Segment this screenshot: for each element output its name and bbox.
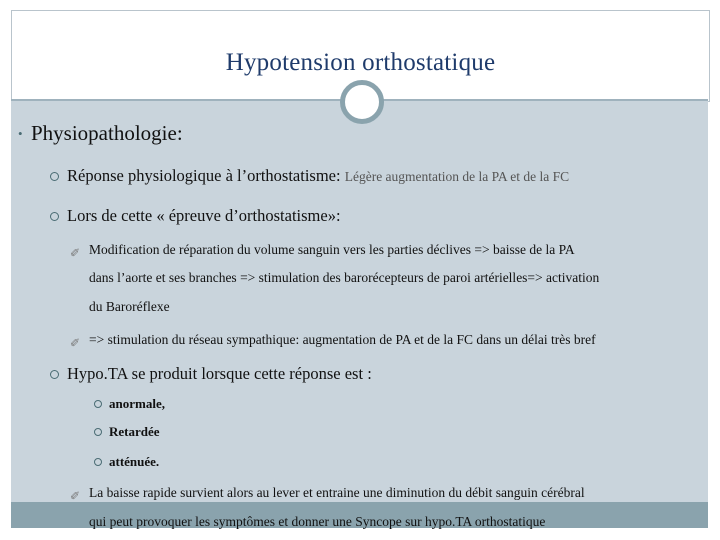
- item-label: Réponse physiologique à l’orthostatisme:: [67, 166, 341, 185]
- subitem-line: dans l’aorte et ses branches => stimulation des barorécepteurs de paroi artérielles=> activation: [89, 270, 600, 285]
- ring-icon: [50, 172, 59, 181]
- subsubitem: atténuée.: [109, 454, 160, 469]
- subsubitem: Retardée: [109, 424, 160, 439]
- quill-icon: ✐: [70, 336, 81, 350]
- list-item: [67, 166, 569, 186]
- subitem-line: du Baroréflexe: [89, 299, 170, 314]
- note-line: La baisse rapide survient alors au lever et entraine une diminution du débit sanguin cérébral: [89, 485, 585, 500]
- subsubitem: anormale,: [109, 396, 165, 411]
- ring-icon: [50, 370, 59, 379]
- subitem-line: => stimulation du réseau sympathique: augmentation de PA et de la FC dans un délai très bref: [89, 332, 596, 347]
- quill-icon: ✐: [70, 489, 81, 503]
- ring-icon: [94, 458, 102, 466]
- ring-icon: [50, 212, 59, 221]
- subitem-line: Modification de réparation du volume sanguin vers les parties déclives => baisse de la PA: [89, 242, 575, 257]
- ring-icon: [94, 400, 102, 408]
- slide-title: Hypotension orthostatique: [225, 49, 496, 76]
- note-line: qui peut provoquer les symptômes et donner une Syncope sur hypo.TA orthostatique: [89, 514, 546, 529]
- section-heading: Physiopathologie:: [31, 121, 183, 145]
- chevron-right-icon: •: [18, 126, 23, 141]
- ring-icon: [94, 428, 102, 436]
- list-item: Lors de cette « épreuve d’orthostatisme»:: [67, 206, 341, 225]
- item-detail: Légère augmentation de la PA et de la FC: [344, 169, 570, 184]
- circle-ornament-icon: [340, 80, 384, 124]
- quill-icon: ✐: [70, 246, 81, 260]
- list-item: Hypo.TA se produit lorsque cette réponse est :: [67, 364, 372, 383]
